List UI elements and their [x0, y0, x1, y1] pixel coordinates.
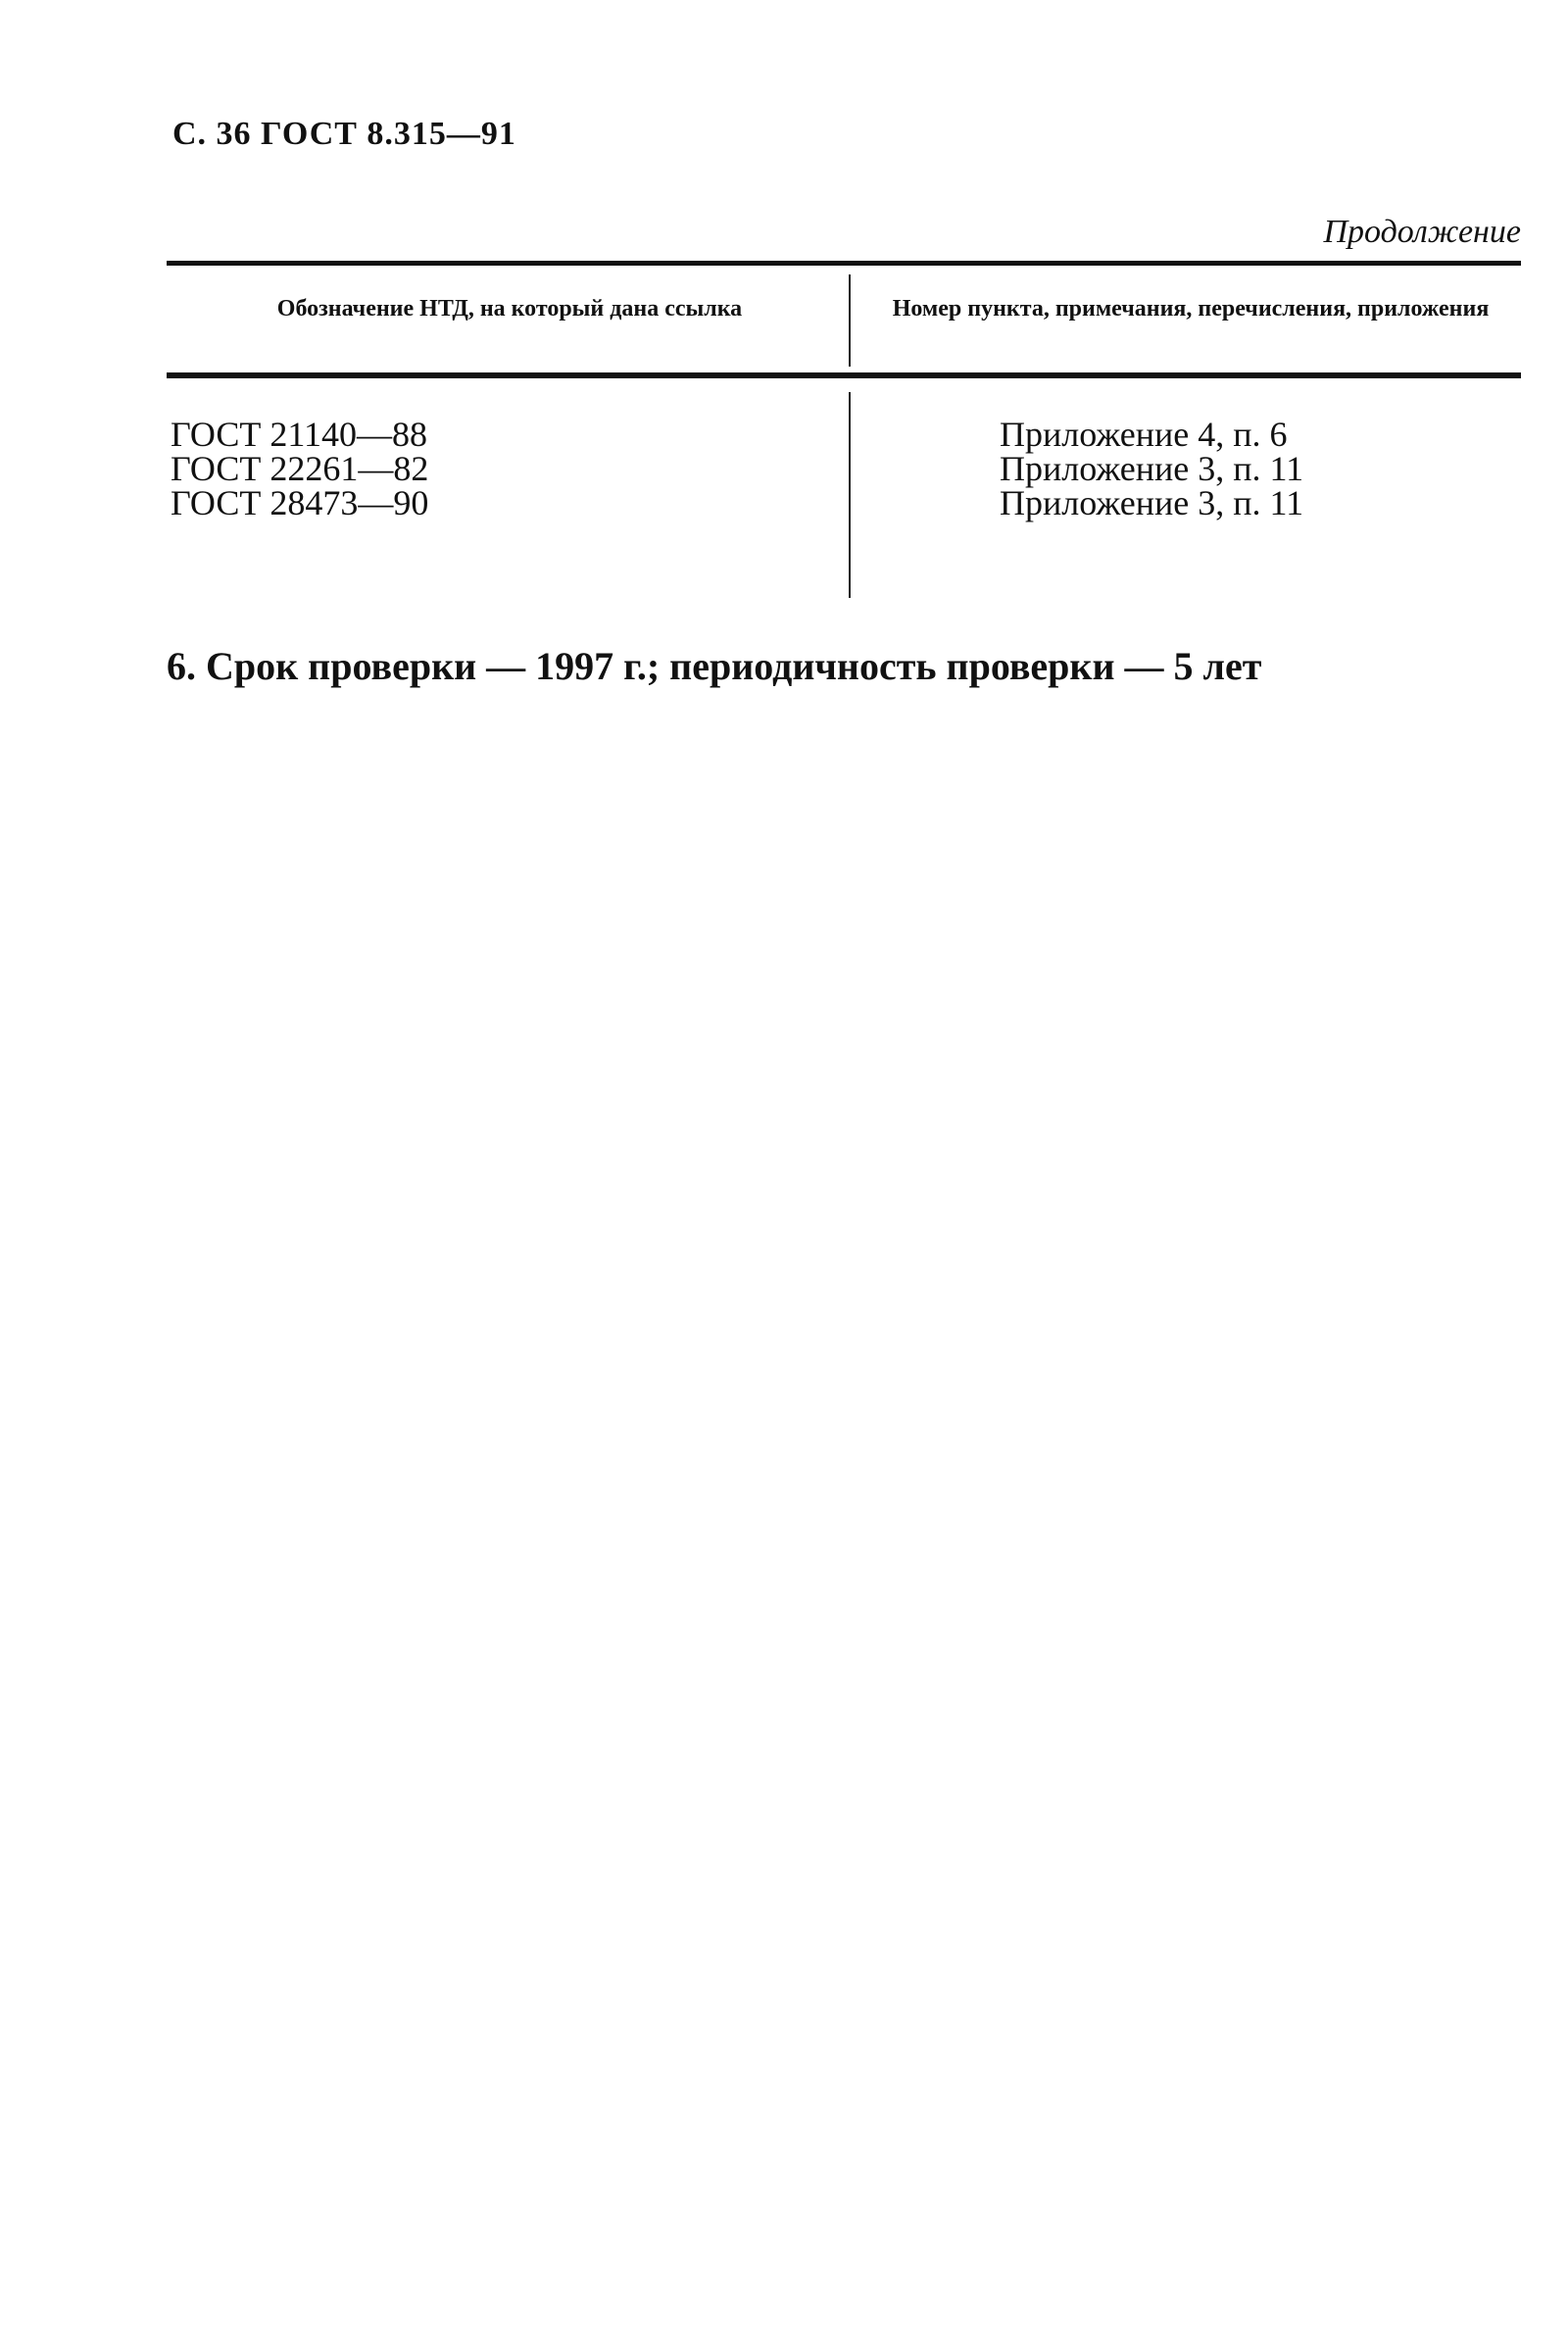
body-column-divider	[849, 392, 851, 598]
header-separator-rule	[167, 372, 1521, 378]
review-period-note: 6. Срок проверки — 1997 г.; периодичность проверки — 5 лет	[167, 644, 1262, 688]
table-cell-document: ГОСТ 21140—88	[171, 415, 428, 454]
page-header: С. 36 ГОСТ 8.315—91	[172, 116, 516, 152]
table-cell-document: ГОСТ 22261—82	[171, 449, 429, 488]
column-header-document: Обозначение НТД, на который дана ссылка	[276, 296, 743, 322]
document-column	[171, 415, 429, 522]
continuation-label: Продолжение	[1323, 214, 1521, 250]
column-header-reference: Номер пункта, примечания, перечисления, приложения	[892, 296, 1490, 322]
table-cell-document: ГОСТ 28473—90	[171, 483, 429, 522]
table-cell-reference: Приложение 4, п. 6	[1000, 415, 1288, 454]
header-column-divider	[849, 274, 851, 367]
reference-column	[1000, 415, 1304, 522]
table-cell-reference: Приложение 3, п. 11	[1000, 483, 1304, 522]
table-cell-reference: Приложение 3, п. 11	[1000, 449, 1304, 488]
table-top-rule	[167, 261, 1521, 266]
